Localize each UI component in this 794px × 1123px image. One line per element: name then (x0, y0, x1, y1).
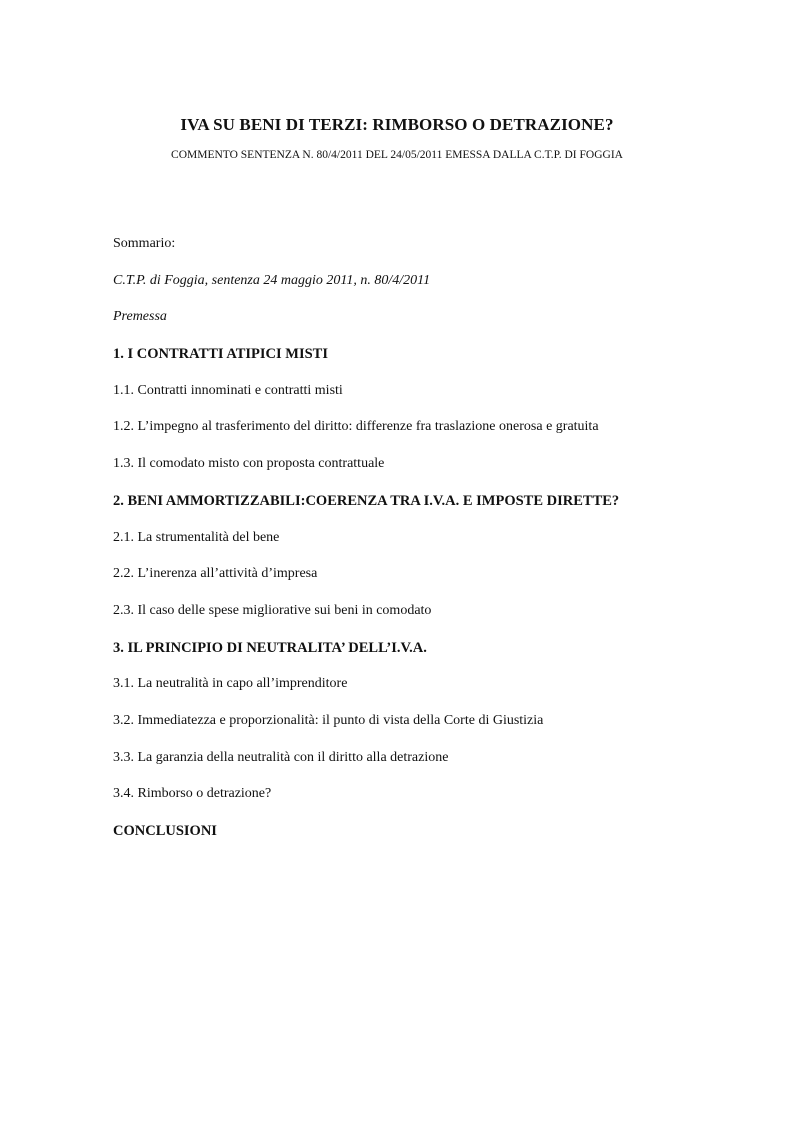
toc-section: 1. I CONTRATTI ATIPICI MISTI (113, 346, 328, 363)
toc-section: 2. BENI AMMORTIZZABILI:COERENZA TRA I.V.A. E IMPOSTE DIRETTE? (113, 492, 620, 509)
toc-entry: 1.1. Contratti innominati e contratti misti (113, 382, 343, 398)
toc-entry: 3.1. La neutralità in capo all’imprenditore (113, 676, 348, 692)
document-title: IVA SU BENI DI TERZI: RIMBORSO O DETRAZIONE? (180, 115, 614, 134)
toc-entry: 1.3. Il comodato misto con proposta contrattuale (113, 456, 385, 472)
toc-entry: 3.3. La garanzia della neutralità con il diritto alla detrazione (113, 749, 449, 765)
toc-entry: 3.2. Immediatezza e proporzionalità: il punto di vista della Corte di Giustizia (113, 712, 544, 728)
toc-entry: Premessa (113, 309, 167, 325)
table-of-contents (113, 234, 733, 858)
toc-entry: 2.2. L’inerenza all’attività d’impresa (113, 566, 318, 582)
toc-entry: 3.4. Rimborso o detrazione? (113, 786, 272, 802)
toc-entry: 2.1. La strumentalità del bene (113, 529, 280, 545)
toc-entry: C.T.P. di Foggia, sentenza 24 maggio 2011, n. 80/4/2011 (113, 272, 431, 288)
toc-heading: Sommario: (113, 236, 176, 251)
toc-entry: 1.2. L’impegno al trasferimento del diritto: differenze fra traslazione onerosa e gratuita (113, 419, 599, 435)
document-subtitle: COMMENTO SENTENZA N. 80/4/2011 DEL 24/05/2011 EMESSA DALLA C.T.P. DI FOGGIA (171, 149, 623, 161)
toc-section: 3. IL PRINCIPIO DI NEUTRALITA’ DELL’I.V.A. (113, 639, 427, 656)
toc-section: CONCLUSIONI (113, 823, 217, 839)
toc-entry: 2.3. Il caso delle spese migliorative sui beni in comodato (113, 602, 432, 618)
